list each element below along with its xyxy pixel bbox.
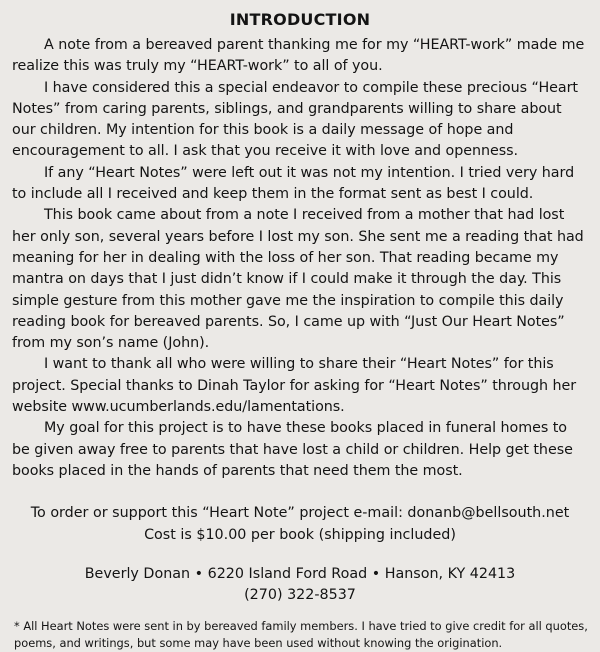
order-info — [12, 502, 588, 546]
paragraph-heart-work: A note from a bereaved parent thanking me for my “HEART-work” made me realize this was truly my “HEART-work” to all of you. — [12, 37, 585, 75]
paragraph-endeavor: I have considered this a special endeavor to compile these precious “Heart Notes” from caring parents, siblings, and grandparents willing to share about our children. My intention for this book is a daily message of hope and encouragement to all. I ask that you receive it with love and openness. — [12, 79, 578, 160]
order-cost-line: Cost is $10.00 per book (shipping included) — [144, 527, 456, 544]
footnote: * All Heart Notes were sent in by bereaved family members. I have tried to give credit for all quotes, poems, and writings, but some may have been used without knowing the origination. — [14, 619, 588, 651]
paragraph-thanks: I want to thank all who were willing to share their “Heart Notes” for this project. Special thanks to Dinah Taylor for asking for “Heart Notes” through her website www.ucumberlands.edu/lamentations. — [12, 356, 577, 416]
phone-number: (270) 322-8537 — [244, 587, 356, 604]
mailing-address: Beverly Donan • 6220 Island Ford Road • Hanson, KY 42413 — [84, 566, 516, 583]
order-email-line: To order or support this “Heart Note” project e-mail: donanb@bellsouth.net — [30, 505, 570, 522]
contact-info — [12, 564, 588, 606]
paragraph-left-out: If any “Heart Notes” were left out it was not my intention. I tried very hard to include all I received and keep them in the format sent as best I could. — [12, 164, 575, 203]
introduction-body — [12, 35, 588, 482]
paragraph-goal: My goal for this project is to have these books placed in funeral homes to be given away free to parents that have lost a child or children. Help get these books placed in the hands of parents that need them the most. — [12, 420, 573, 479]
page-title: INTRODUCTION — [229, 10, 371, 29]
paragraph-origin-story: This book came about from a note I received from a mother that had lost her only son, several years before I lost my son. She sent me a reading that had meaning for her in dealing with the loss of her son. That reading became my mantra on days that I just didn’t know if I could make it through the day. This simple gesture from this mother gave me the inspiration to compile this daily reading book for bereaved parents. So, I came up with “Just Our Heart Notes” from my son’s name (John). — [12, 207, 584, 352]
